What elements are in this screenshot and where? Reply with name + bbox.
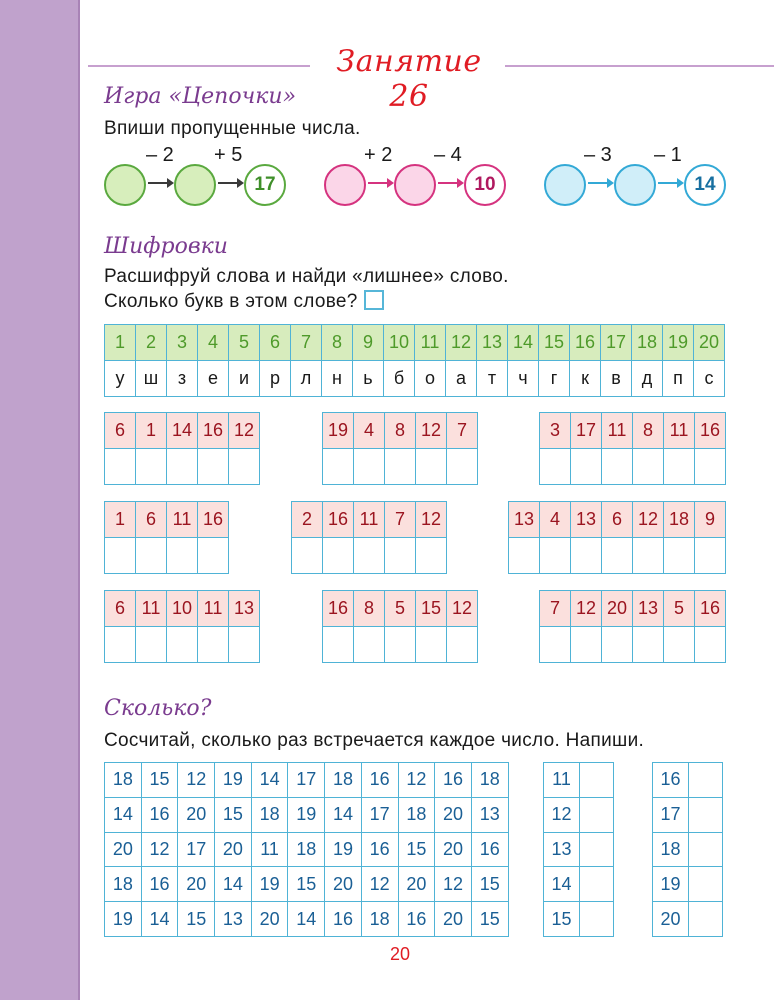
key-number: 5	[229, 325, 260, 361]
chain-blank-circle[interactable]	[544, 164, 586, 206]
section-heading-count: Сколько?	[104, 696, 212, 721]
key-numbers-row	[105, 325, 725, 361]
key-letter: г	[539, 361, 570, 397]
key-letter: л	[291, 361, 322, 397]
chain-result: 14	[684, 164, 726, 206]
grid-cell: 11	[251, 832, 288, 867]
key-number: 19	[663, 325, 694, 361]
code-cell: 7	[447, 413, 478, 449]
code-cell: 1	[105, 502, 136, 538]
code-cell: 11	[602, 413, 633, 449]
section-heading-ciphers: Шифровки	[104, 234, 228, 259]
tally-answer-cell[interactable]	[580, 763, 614, 798]
answer-cell[interactable]	[540, 449, 571, 485]
answer-cell[interactable]	[167, 449, 198, 485]
key-number: 12	[446, 325, 477, 361]
answer-cell[interactable]	[323, 538, 354, 574]
lesson-title: Занятие 26	[336, 44, 482, 114]
header-rule-right	[505, 65, 774, 67]
answer-cell[interactable]	[447, 449, 478, 485]
cipher-word	[104, 412, 260, 485]
code-cell: 6	[602, 502, 633, 538]
answer-cell[interactable]	[229, 627, 260, 663]
code-cell: 15	[416, 591, 447, 627]
chain-blank-circle[interactable]	[104, 164, 146, 206]
answer-cell[interactable]	[447, 627, 478, 663]
code-cell: 7	[540, 591, 571, 627]
answer-cell[interactable]	[571, 627, 602, 663]
grid-cell: 17	[288, 763, 325, 798]
grid-cell: 14	[251, 763, 288, 798]
answer-cell[interactable]	[292, 538, 323, 574]
key-letter: ч	[508, 361, 539, 397]
key-letter: к	[570, 361, 601, 397]
cipher-word	[322, 412, 478, 485]
grid-cell: 14	[288, 902, 325, 937]
arrow-icon	[658, 182, 682, 184]
answer-cell[interactable]	[540, 627, 571, 663]
answer-cell[interactable]	[416, 538, 447, 574]
code-cell: 11	[136, 591, 167, 627]
grid-cell: 16	[471, 832, 508, 867]
code-cell: 2	[292, 502, 323, 538]
code-cell: 14	[167, 413, 198, 449]
code-cell: 6	[136, 502, 167, 538]
code-cell: 20	[602, 591, 633, 627]
answer-cell[interactable]	[105, 627, 136, 663]
grid-cell: 18	[471, 763, 508, 798]
tally-answer-cell[interactable]	[580, 867, 614, 902]
answer-cell[interactable]	[323, 449, 354, 485]
chain-op-1: – 2	[146, 144, 174, 166]
grid-cell: 17	[361, 797, 398, 832]
code-cell: 4	[354, 413, 385, 449]
answer-cell[interactable]	[167, 538, 198, 574]
grid-cell: 20	[435, 832, 472, 867]
key-letter: в	[601, 361, 632, 397]
grid-cell: 20	[435, 902, 472, 937]
key-letter: б	[384, 361, 415, 397]
cipher-word	[539, 590, 726, 663]
answer-cell[interactable]	[105, 538, 136, 574]
grid-cell: 12	[361, 867, 398, 902]
chain-blank-circle[interactable]	[174, 164, 216, 206]
key-number: 14	[508, 325, 539, 361]
answer-cell[interactable]	[136, 449, 167, 485]
chain-op-2: + 5	[214, 144, 243, 166]
grid-cell: 20	[105, 832, 142, 867]
code-cell: 1	[136, 413, 167, 449]
chains-instruction: Впиши пропущенные числа.	[104, 118, 361, 139]
section-heading-chains: Игра «Цепочки»	[104, 84, 297, 109]
grid-cell: 16	[141, 867, 178, 902]
chain-result: 10	[464, 164, 506, 206]
answer-cell[interactable]	[664, 538, 695, 574]
chain-op-2: – 4	[434, 144, 462, 166]
key-letter: т	[477, 361, 508, 397]
ciphers-instruction-1: Расшифруй слова и найди «лишнее» слово.	[104, 266, 509, 287]
code-cell: 6	[105, 413, 136, 449]
cipher-key-table	[104, 324, 725, 397]
code-cell: 13	[229, 591, 260, 627]
code-cell: 3	[540, 413, 571, 449]
key-letter: о	[415, 361, 446, 397]
answer-cell[interactable]	[354, 449, 385, 485]
grid-cell: 18	[361, 902, 398, 937]
cipher-word	[322, 590, 478, 663]
code-cell: 16	[695, 591, 726, 627]
key-letters-row	[105, 361, 725, 397]
answer-cell[interactable]	[540, 538, 571, 574]
grid-cell: 15	[178, 902, 215, 937]
key-letter: ш	[136, 361, 167, 397]
arrow-icon	[368, 182, 392, 184]
code-cell: 6	[105, 591, 136, 627]
grid-cell: 15	[471, 867, 508, 902]
tally-table-left	[543, 762, 614, 937]
ciphers-instruction-2	[104, 290, 384, 313]
tally-answer-cell[interactable]	[689, 902, 723, 937]
grid-row	[105, 763, 509, 798]
grid-cell: 16	[141, 797, 178, 832]
tally-number: 15	[544, 902, 580, 937]
key-number: 9	[353, 325, 384, 361]
answer-cell[interactable]	[198, 627, 229, 663]
answer-cell[interactable]	[602, 449, 633, 485]
arrow-icon	[588, 182, 612, 184]
tally-answer-cell[interactable]	[580, 902, 614, 937]
cipher-word	[508, 501, 726, 574]
chain-op-2: – 1	[654, 144, 682, 166]
chain-op-1: – 3	[584, 144, 612, 166]
arrow-icon	[218, 182, 242, 184]
page-margin-band	[0, 0, 80, 1000]
grid-cell: 20	[215, 832, 252, 867]
grid-row	[105, 867, 509, 902]
grid-cell: 14	[325, 797, 362, 832]
tally-number: 13	[544, 832, 580, 867]
answer-cell[interactable]	[695, 538, 726, 574]
grid-cell: 12	[178, 763, 215, 798]
code-cell: 12	[633, 502, 664, 538]
answer-cell[interactable]	[198, 449, 229, 485]
code-cell: 11	[664, 413, 695, 449]
code-cell: 10	[167, 591, 198, 627]
key-number: 10	[384, 325, 415, 361]
code-cell: 4	[540, 502, 571, 538]
code-cell: 5	[385, 591, 416, 627]
grid-cell: 18	[325, 763, 362, 798]
key-letter: у	[105, 361, 136, 397]
key-letter: ь	[353, 361, 384, 397]
tally-answer-cell[interactable]	[689, 797, 723, 832]
code-cell: 16	[695, 413, 726, 449]
grid-cell: 16	[361, 832, 398, 867]
key-letter: п	[663, 361, 694, 397]
code-cell: 8	[385, 413, 416, 449]
answer-cell[interactable]	[416, 627, 447, 663]
answer-cell[interactable]	[385, 627, 416, 663]
answer-cell[interactable]	[354, 538, 385, 574]
answer-cell[interactable]	[664, 627, 695, 663]
tally-table-right	[652, 762, 723, 937]
grid-cell: 14	[105, 797, 142, 832]
answer-cell[interactable]	[385, 538, 416, 574]
grid-cell: 13	[215, 902, 252, 937]
answer-cell[interactable]	[385, 449, 416, 485]
answer-cell[interactable]	[136, 627, 167, 663]
chain-blank-circle[interactable]	[614, 164, 656, 206]
answer-cell[interactable]	[167, 627, 198, 663]
answer-cell[interactable]	[571, 538, 602, 574]
grid-cell: 20	[178, 797, 215, 832]
grid-row	[105, 797, 509, 832]
code-cell: 9	[695, 502, 726, 538]
tally-number: 20	[653, 902, 689, 937]
answer-cell[interactable]	[633, 538, 664, 574]
arrow-icon	[148, 182, 172, 184]
key-number: 20	[694, 325, 725, 361]
grid-cell: 19	[105, 902, 142, 937]
answer-cell[interactable]	[602, 538, 633, 574]
grid-cell: 18	[288, 832, 325, 867]
tally-number: 12	[544, 797, 580, 832]
key-number: 18	[632, 325, 663, 361]
code-cell: 16	[323, 591, 354, 627]
key-number: 7	[291, 325, 322, 361]
key-letter: с	[694, 361, 725, 397]
cipher-word	[539, 412, 726, 485]
tally-answer-cell[interactable]	[580, 832, 614, 867]
answer-cell[interactable]	[602, 627, 633, 663]
chain-blank-circle[interactable]	[324, 164, 366, 206]
grid-cell: 18	[105, 763, 142, 798]
code-cell: 12	[571, 591, 602, 627]
code-cell: 13	[571, 502, 602, 538]
key-letter: з	[167, 361, 198, 397]
key-number: 3	[167, 325, 198, 361]
key-number: 15	[539, 325, 570, 361]
key-letter: а	[446, 361, 477, 397]
answer-cell[interactable]	[695, 627, 726, 663]
grid-row	[105, 902, 509, 937]
grid-cell: 17	[178, 832, 215, 867]
answer-box[interactable]	[364, 290, 384, 310]
answer-cell[interactable]	[354, 627, 385, 663]
grid-cell: 15	[141, 763, 178, 798]
header-rule-left	[88, 65, 310, 67]
chain-op-1: + 2	[364, 144, 393, 166]
key-letter: и	[229, 361, 260, 397]
key-number: 8	[322, 325, 353, 361]
chain-blank-circle[interactable]	[394, 164, 436, 206]
grid-cell: 15	[471, 902, 508, 937]
code-cell: 16	[198, 413, 229, 449]
grid-cell: 12	[141, 832, 178, 867]
code-cell: 12	[447, 591, 478, 627]
tally-number: 11	[544, 763, 580, 798]
grid-cell: 19	[325, 832, 362, 867]
answer-cell[interactable]	[416, 449, 447, 485]
key-letter: е	[198, 361, 229, 397]
answer-cell[interactable]	[198, 538, 229, 574]
code-cell: 12	[416, 413, 447, 449]
code-cell: 19	[323, 413, 354, 449]
grid-cell: 20	[435, 797, 472, 832]
answer-cell[interactable]	[136, 538, 167, 574]
key-letter: р	[260, 361, 291, 397]
answer-cell[interactable]	[229, 449, 260, 485]
ciphers-question: Сколько букв в этом слове?	[104, 291, 358, 312]
key-letter: н	[322, 361, 353, 397]
answer-cell[interactable]	[695, 449, 726, 485]
tally-number: 19	[653, 867, 689, 902]
grid-cell: 16	[435, 763, 472, 798]
answer-cell[interactable]	[509, 538, 540, 574]
answer-cell[interactable]	[664, 449, 695, 485]
key-number: 13	[477, 325, 508, 361]
cipher-word	[291, 501, 447, 574]
code-cell: 12	[229, 413, 260, 449]
grid-cell: 20	[398, 867, 435, 902]
grid-row	[105, 832, 509, 867]
answer-cell[interactable]	[633, 449, 664, 485]
code-cell: 7	[385, 502, 416, 538]
answer-cell[interactable]	[323, 627, 354, 663]
grid-cell: 12	[435, 867, 472, 902]
number-grid	[104, 762, 509, 937]
grid-cell: 18	[105, 867, 142, 902]
key-number: 11	[415, 325, 446, 361]
grid-cell: 12	[398, 763, 435, 798]
tally-number: 17	[653, 797, 689, 832]
grid-cell: 15	[288, 867, 325, 902]
code-cell: 13	[633, 591, 664, 627]
grid-cell: 16	[325, 902, 362, 937]
key-number: 6	[260, 325, 291, 361]
count-instruction: Сосчитай, сколько раз встречается каждое число. Напиши.	[104, 730, 645, 751]
key-number: 1	[105, 325, 136, 361]
grid-cell: 13	[471, 797, 508, 832]
grid-cell: 15	[215, 797, 252, 832]
grid-cell: 19	[288, 797, 325, 832]
tally-answer-cell[interactable]	[689, 763, 723, 798]
cipher-word	[104, 501, 229, 574]
grid-cell: 20	[325, 867, 362, 902]
grid-cell: 16	[361, 763, 398, 798]
code-cell: 11	[354, 502, 385, 538]
code-cell: 11	[167, 502, 198, 538]
cipher-word	[104, 590, 260, 663]
tally-number: 18	[653, 832, 689, 867]
tally-answer-cell[interactable]	[689, 832, 723, 867]
page-number: 20	[390, 944, 411, 964]
answer-cell[interactable]	[105, 449, 136, 485]
code-cell: 16	[198, 502, 229, 538]
code-cell: 16	[323, 502, 354, 538]
key-letter: д	[632, 361, 663, 397]
code-cell: 8	[633, 413, 664, 449]
arrow-icon	[438, 182, 462, 184]
code-cell: 13	[509, 502, 540, 538]
grid-cell: 19	[251, 867, 288, 902]
code-cell: 12	[416, 502, 447, 538]
grid-cell: 15	[398, 832, 435, 867]
grid-cell: 19	[215, 763, 252, 798]
code-cell: 11	[198, 591, 229, 627]
key-number: 16	[570, 325, 601, 361]
grid-cell: 20	[251, 902, 288, 937]
grid-cell: 14	[215, 867, 252, 902]
chain-result: 17	[244, 164, 286, 206]
grid-cell: 14	[141, 902, 178, 937]
grid-cell: 20	[178, 867, 215, 902]
code-cell: 18	[664, 502, 695, 538]
tally-number: 14	[544, 867, 580, 902]
grid-cell: 16	[398, 902, 435, 937]
code-cell: 5	[664, 591, 695, 627]
tally-answer-cell[interactable]	[689, 867, 723, 902]
tally-number: 16	[653, 763, 689, 798]
key-number: 4	[198, 325, 229, 361]
answer-cell[interactable]	[571, 449, 602, 485]
tally-answer-cell[interactable]	[580, 797, 614, 832]
grid-cell: 18	[251, 797, 288, 832]
key-number: 17	[601, 325, 632, 361]
key-number: 2	[136, 325, 167, 361]
code-cell: 8	[354, 591, 385, 627]
grid-cell: 18	[398, 797, 435, 832]
code-cell: 17	[571, 413, 602, 449]
answer-cell[interactable]	[633, 627, 664, 663]
